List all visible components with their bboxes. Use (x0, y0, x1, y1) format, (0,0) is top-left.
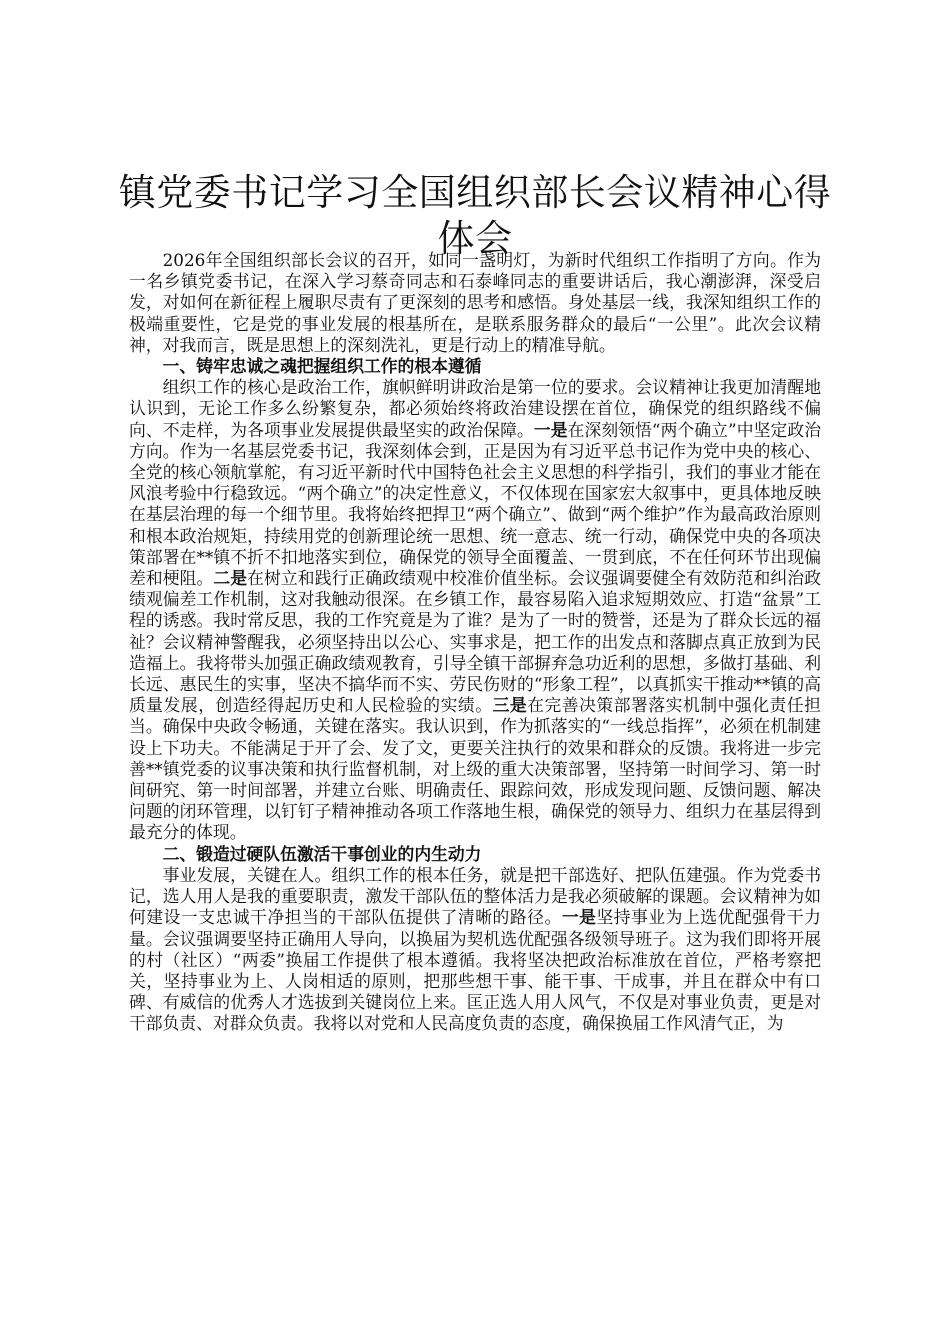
document-body (129, 250, 821, 1035)
document-title: 镇党委书记学习全国组织部长会议精神心得体会 (118, 171, 832, 260)
section-1-point-3-label: 三是 (492, 695, 528, 716)
section-2-point-1-text: 坚持事业为上选优配强骨干力量。会议强调要坚持正确用人导向，以换届为契机选优配强各级领导班子。这为我们即将开展的村（社区）“两委”换届工作提供了根本遵循。我将坚决把政治标准放在首位，严格考察把关，坚持事业为上、人岗相适的原则，把那些想干事、能干事、干成事，并且在群众中有口碑、有威信的优秀人才选拔到关键岗位上来。匡正选人用人风气，不仅是对事业负责，更是对干部负责、对群众负责。我将以对党和人民高度负责的态度，确保换届工作风清气正，为 (129, 907, 821, 1034)
section-1-point-1-label: 一是 (533, 419, 568, 440)
section-2-paragraph (129, 865, 821, 1035)
section-1-point-3-text: 在完善决策部署落实机制中强化责任担当。确保中央政令畅通，关键在落实。我认识到，作为抓落实的“一线总指挥”，必须在机制建设上下功夫。不能满足于开了会、发了文，更要关注执行的效果和群众的反馈。我将进一步完善**镇党委的议事决策和执行监督机制，对上级的重大决策部署，坚持第一时间学习、第一时间研究、第一时间部署，并建立台账、明确责任、跟踪问效，形成发现问题、反馈问题、解决问题的闭环管理，以钉钉子精神推动各项工作落地生根，确保党的领导力、组织力在基层得到最充分的体现。 (129, 695, 821, 843)
section-1-point-1-text: 在深刻领悟“两个确立”中坚定政治方向。作为一名基层党委书记，我深刻体会到，正是因为有习近平总书记作为党中央的核心、全党的核心领航掌舵，有习近平新时代中国特色社会主义思想的科学指引，我们的事业才能在风浪考验中行稳致远。“两个确立”的决定性意义，不仅体现在国家宏大叙事中，更具体地反映在基层治理的每一个细节里。我将始终把捍卫“两个确立”、做到“两个维护”作为最高政治原则和根本政治规矩，持续用党的创新理论统一思想、统一意志、统一行动，确保党中央的各项决策部署在**镇不折不扣地落实到位，确保党的领导全面覆盖、一贯到底，不在任何环节出现偏差和梗阻。 (129, 419, 821, 589)
section-2-heading: 二、锻造过硬队伍激活干事创业的内生动力 (162, 843, 482, 864)
section-1-paragraph (129, 377, 821, 843)
section-2-point-1-label: 一是 (561, 907, 597, 928)
section-1-opening: 组织工作的核心是政治工作，旗帜鲜明讲政治是第一位的要求。会议精神让我更加清醒地认识到，无论工作多么纷繁复杂，都必须始终将政治建设摆在首位，确保党的组织路线不偏向、不走样，为各项事业发展提供最坚实的政治保障。 (129, 377, 821, 440)
section-1-point-2-text: 在树立和践行正确政绩观中校准价值坐标。会议强调要健全有效防范和纠治政绩观偏差工作机制，这对我触动很深。在乡镇工作，最容易陷入追求短期效应、打造“盆景”工程的诱惑。我时常反思，我的工作究竟是为了谁？是为了一时的赞誉，还是为了群众长远的福祉？会议精神警醒我，必须坚持出以公心、实事求是，把工作的出发点和落脚点真正放到为民造福上。我将带头加强正确政绩观教育，引导全镇干部摒弃急功近利的思想，多做打基础、利长远、惠民生的实事，坚决不搞华而不实、劳民伤财的“形象工程”，以真抓实干推动**镇的高质量发展，创造经得起历史和人民检验的实绩。 (129, 568, 821, 716)
intro-paragraph: 2026年全国组织部长会议的召开，如同一盏明灯，为新时代组织工作指明了方向。作为一名乡镇党委书记，在深入学习蔡奇同志和石泰峰同志的重要讲话后，我心潮澎湃，深受启发，对如何在新征程上履职尽责有了更深刻的思考和感悟。身处基层一线，我深知组织工作的极端重要性，它是党的事业发展的根基所在，是联系服务群众的最后“一公里”。此次会议精神，对我而言，既是思想上的深刻洗礼，更是行动上的精准导航。 (129, 250, 821, 355)
section-1-heading: 一、铸牢忠诚之魂把握组织工作的根本遵循 (162, 356, 482, 377)
section-1-point-2-label: 二是 (213, 568, 248, 589)
section-2-opening: 事业发展，关键在人。组织工作的根本任务，就是把干部选好、把队伍建强。作为党委书记，选人用人是我的重要职责，激发干部队伍的整体活力是我必须破解的课题。会议精神为如何建设一支忠诚干净担当的干部队伍提供了清晰的路径。 (129, 864, 821, 928)
